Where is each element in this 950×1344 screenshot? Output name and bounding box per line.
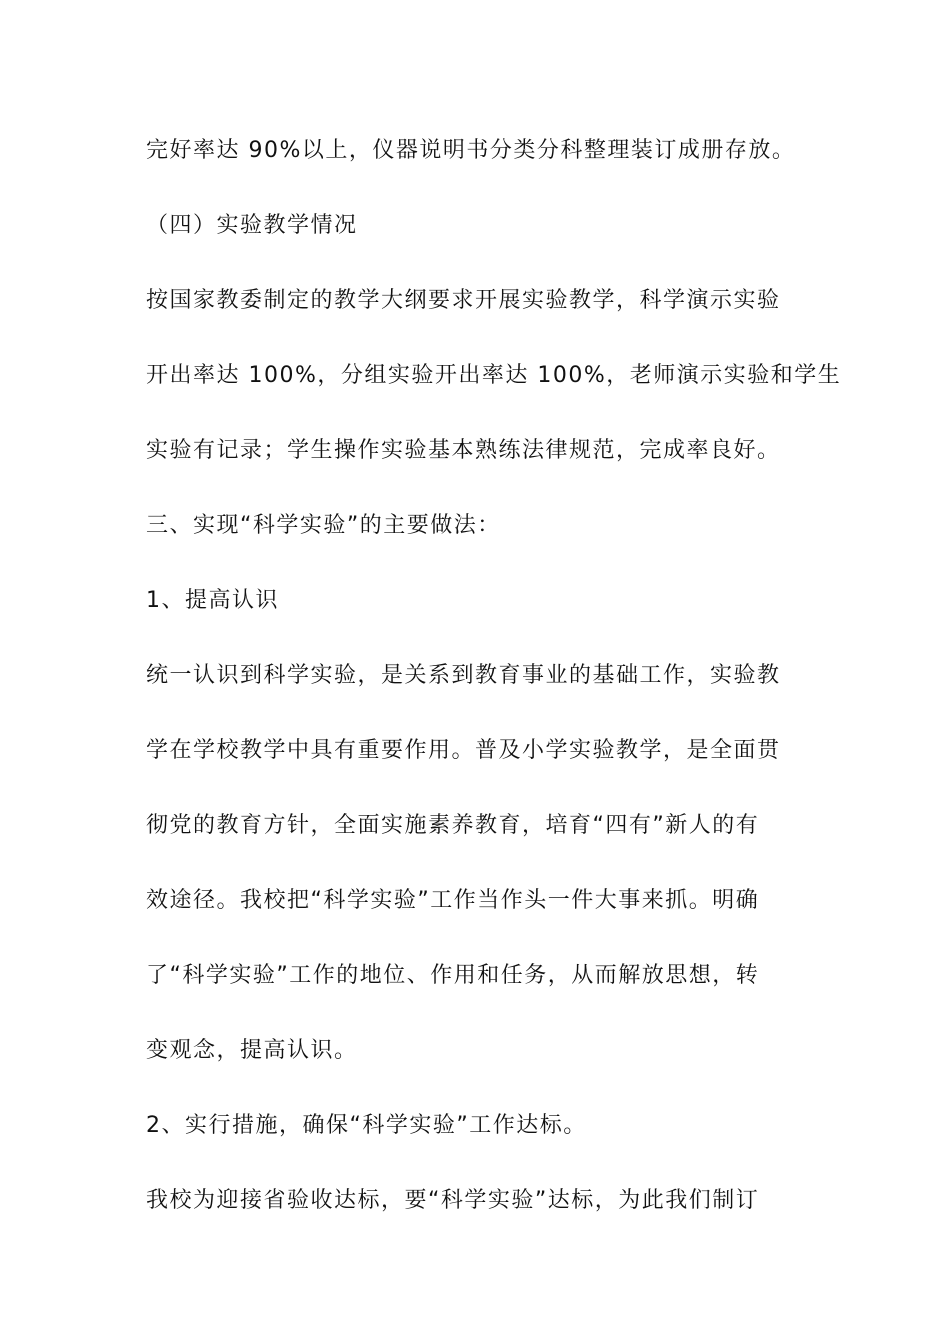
text-line: 统一认识到科学实验，是关系到教育事业的基础工作，实验教 [146,663,781,688]
text-line: 学在学校教学中具有重要作用。普及小学实验教学，是全面贯 [146,738,781,763]
subsection-heading: 1、提高认识 [146,588,279,613]
text-line: 实验有记录；学生操作实验基本熟练法律规范，完成率良好。 [146,438,781,463]
text-line: 效途径。我校把“科学实验”工作当作头一件大事来抓。明确 [146,888,760,913]
text-line: 完好率达 90%以上，仪器说明书分类分科整理装订成册存放。 [146,138,796,163]
section-heading: 三、实现“科学实验”的主要做法： [146,513,501,538]
text-line: 按国家教委制定的教学大纲要求开展实验教学，科学演示实验 [146,288,781,313]
text-line: 我校为迎接省验收达标，要“科学实验”达标，为此我们制订 [146,1188,760,1213]
text-line: 彻党的教育方针，全面实施素养教育，培育“四有”新人的有 [146,813,760,838]
subsection-heading: 2、实行措施，确保“科学实验”工作达标。 [146,1113,587,1138]
section-heading: （四）实验教学情况 [146,213,358,238]
text-line: 开出率达 100%，分组实验开出率达 100%，老师演示实验和学生 [146,363,842,388]
text-line: 变观念，提高认识。 [146,1038,358,1063]
text-line: 了“科学实验”工作的地位、作用和任务，从而解放思想，转 [146,963,760,988]
